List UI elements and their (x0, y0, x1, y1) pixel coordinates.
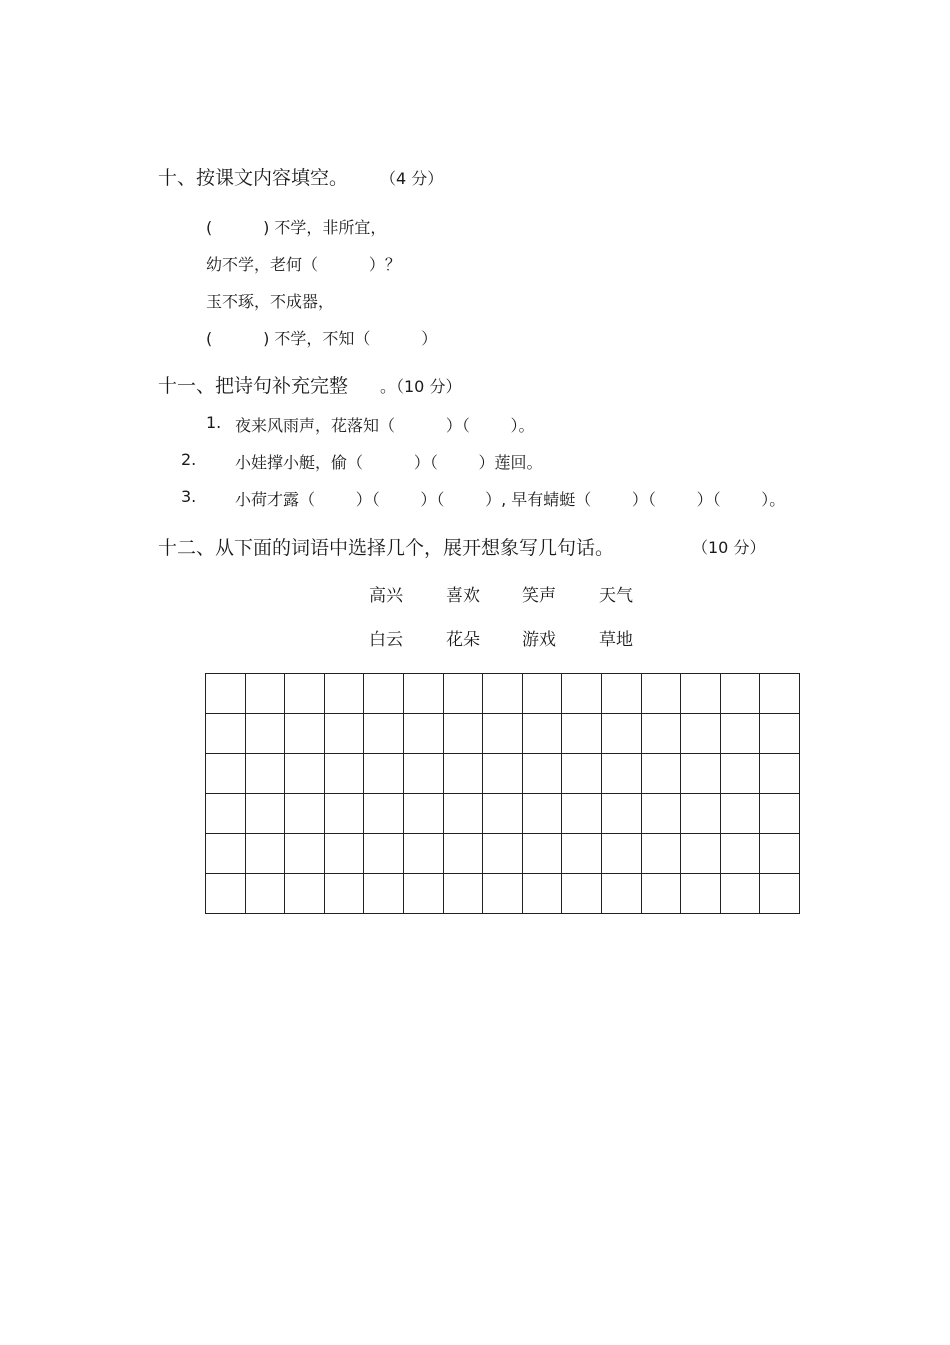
q11-item-3-text: 小荷才露（ ）（ ）（ ）, 早有蜻蜓（ ）（ ）（ ）。 (235, 490, 786, 509)
grid-cell[interactable] (364, 874, 404, 914)
grid-cell[interactable] (642, 874, 682, 914)
grid-cell[interactable] (404, 714, 444, 754)
grid-cell[interactable] (444, 874, 484, 914)
grid-cell[interactable] (285, 754, 325, 794)
grid-cell[interactable] (404, 674, 444, 714)
grid-cell[interactable] (364, 834, 404, 874)
grid-cell[interactable] (523, 754, 563, 794)
grid-cell[interactable] (444, 754, 484, 794)
grid-cell[interactable] (483, 834, 523, 874)
word-option: 草地 (599, 630, 633, 650)
q11-item-2-num: 2. (181, 450, 197, 469)
word-option: 天气 (599, 586, 633, 606)
grid-cell[interactable] (444, 714, 484, 754)
q11-score: 。（10 分） (380, 377, 462, 396)
grid-cell[interactable] (721, 754, 761, 794)
grid-cell[interactable] (325, 874, 365, 914)
grid-cell[interactable] (562, 674, 602, 714)
grid-cell[interactable] (602, 674, 642, 714)
grid-cell[interactable] (364, 674, 404, 714)
grid-cell[interactable] (721, 834, 761, 874)
grid-cell[interactable] (523, 874, 563, 914)
grid-cell[interactable] (523, 794, 563, 834)
grid-cell[interactable] (642, 834, 682, 874)
q10-line-3: 玉不琢，不成器， (206, 292, 335, 311)
grid-cell[interactable] (602, 874, 642, 914)
word-option: 笑声 (522, 586, 556, 606)
grid-cell[interactable] (602, 714, 642, 754)
grid-cell[interactable] (681, 754, 721, 794)
grid-cell[interactable] (206, 674, 246, 714)
q10-score: （4 分） (380, 169, 444, 188)
grid-cell[interactable] (206, 874, 246, 914)
grid-cell[interactable] (483, 794, 523, 834)
q10-line-4: ( ) 不学，不知（ ） (206, 329, 438, 348)
grid-cell[interactable] (721, 794, 761, 834)
grid-cell[interactable] (206, 714, 246, 754)
grid-cell[interactable] (760, 714, 800, 754)
grid-cell[interactable] (642, 754, 682, 794)
grid-cell[interactable] (523, 674, 563, 714)
word-option: 白云 (369, 630, 403, 650)
grid-cell[interactable] (444, 834, 484, 874)
grid-cell[interactable] (246, 674, 286, 714)
grid-cell[interactable] (364, 714, 404, 754)
q10-line-1: ( ) 不学，非所宜， (206, 218, 387, 237)
grid-cell[interactable] (681, 794, 721, 834)
grid-cell[interactable] (602, 834, 642, 874)
word-option: 游戏 (522, 630, 556, 650)
grid-cell[interactable] (325, 754, 365, 794)
word-option: 高兴 (369, 586, 403, 606)
word-option: 喜欢 (446, 586, 480, 606)
grid-cell[interactable] (325, 714, 365, 754)
grid-cell[interactable] (562, 794, 602, 834)
grid-cell[interactable] (444, 674, 484, 714)
grid-cell[interactable] (721, 874, 761, 914)
grid-cell[interactable] (721, 714, 761, 754)
grid-cell[interactable] (681, 874, 721, 914)
grid-cell[interactable] (602, 754, 642, 794)
grid-cell[interactable] (285, 714, 325, 754)
grid-cell[interactable] (562, 754, 602, 794)
grid-cell[interactable] (444, 794, 484, 834)
grid-cell[interactable] (602, 794, 642, 834)
grid-cell[interactable] (760, 754, 800, 794)
grid-cell[interactable] (483, 874, 523, 914)
grid-cell[interactable] (721, 674, 761, 714)
grid-cell[interactable] (760, 874, 800, 914)
q10-line-2: 幼不学，老何（ ）？ (206, 255, 401, 274)
grid-cell[interactable] (404, 794, 444, 834)
grid-cell[interactable] (483, 754, 523, 794)
grid-cell[interactable] (246, 714, 286, 754)
grid-cell[interactable] (325, 834, 365, 874)
writing-grid[interactable] (205, 673, 800, 914)
grid-cell[interactable] (246, 794, 286, 834)
grid-cell[interactable] (562, 834, 602, 874)
grid-cell[interactable] (483, 674, 523, 714)
q11-item-2-text: 小娃撑小艇，偷（ ）（ ）莲回。 (235, 453, 543, 472)
grid-cell[interactable] (523, 714, 563, 754)
grid-cell[interactable] (562, 874, 602, 914)
grid-cell[interactable] (681, 714, 721, 754)
grid-cell[interactable] (562, 714, 602, 754)
grid-cell[interactable] (642, 714, 682, 754)
grid-cell[interactable] (325, 794, 365, 834)
grid-cell[interactable] (404, 754, 444, 794)
grid-cell[interactable] (246, 754, 286, 794)
grid-cell[interactable] (523, 834, 563, 874)
grid-cell[interactable] (206, 834, 246, 874)
grid-cell[interactable] (681, 674, 721, 714)
q11-item-3-num: 3. (181, 487, 197, 506)
grid-cell[interactable] (404, 874, 444, 914)
grid-cell[interactable] (642, 674, 682, 714)
grid-cell[interactable] (285, 674, 325, 714)
grid-cell[interactable] (246, 834, 286, 874)
q11-title: 十一、把诗句补充完整 (158, 375, 349, 397)
grid-cell[interactable] (404, 834, 444, 874)
grid-cell[interactable] (760, 794, 800, 834)
grid-cell[interactable] (285, 874, 325, 914)
grid-cell[interactable] (681, 834, 721, 874)
grid-cell[interactable] (364, 754, 404, 794)
grid-cell[interactable] (285, 794, 325, 834)
q12-score: （10 分） (692, 538, 766, 557)
q11-item-1-text: 夜来风雨声，花落知（ ）（ ）。 (235, 416, 535, 435)
grid-cell[interactable] (364, 794, 404, 834)
grid-cell[interactable] (483, 714, 523, 754)
word-option: 花朵 (446, 630, 480, 650)
grid-cell[interactable] (206, 754, 246, 794)
q10-title: 十、按课文内容填空。 (158, 167, 349, 189)
q11-item-1-num: 1. (206, 413, 222, 432)
grid-cell[interactable] (246, 874, 286, 914)
q12-title: 十二、从下面的词语中选择几个，展开想象写几句话。 (158, 537, 615, 559)
grid-cell[interactable] (760, 674, 800, 714)
grid-cell[interactable] (325, 674, 365, 714)
grid-cell[interactable] (285, 834, 325, 874)
grid-cell[interactable] (760, 834, 800, 874)
grid-cell[interactable] (642, 794, 682, 834)
grid-cell[interactable] (206, 794, 246, 834)
